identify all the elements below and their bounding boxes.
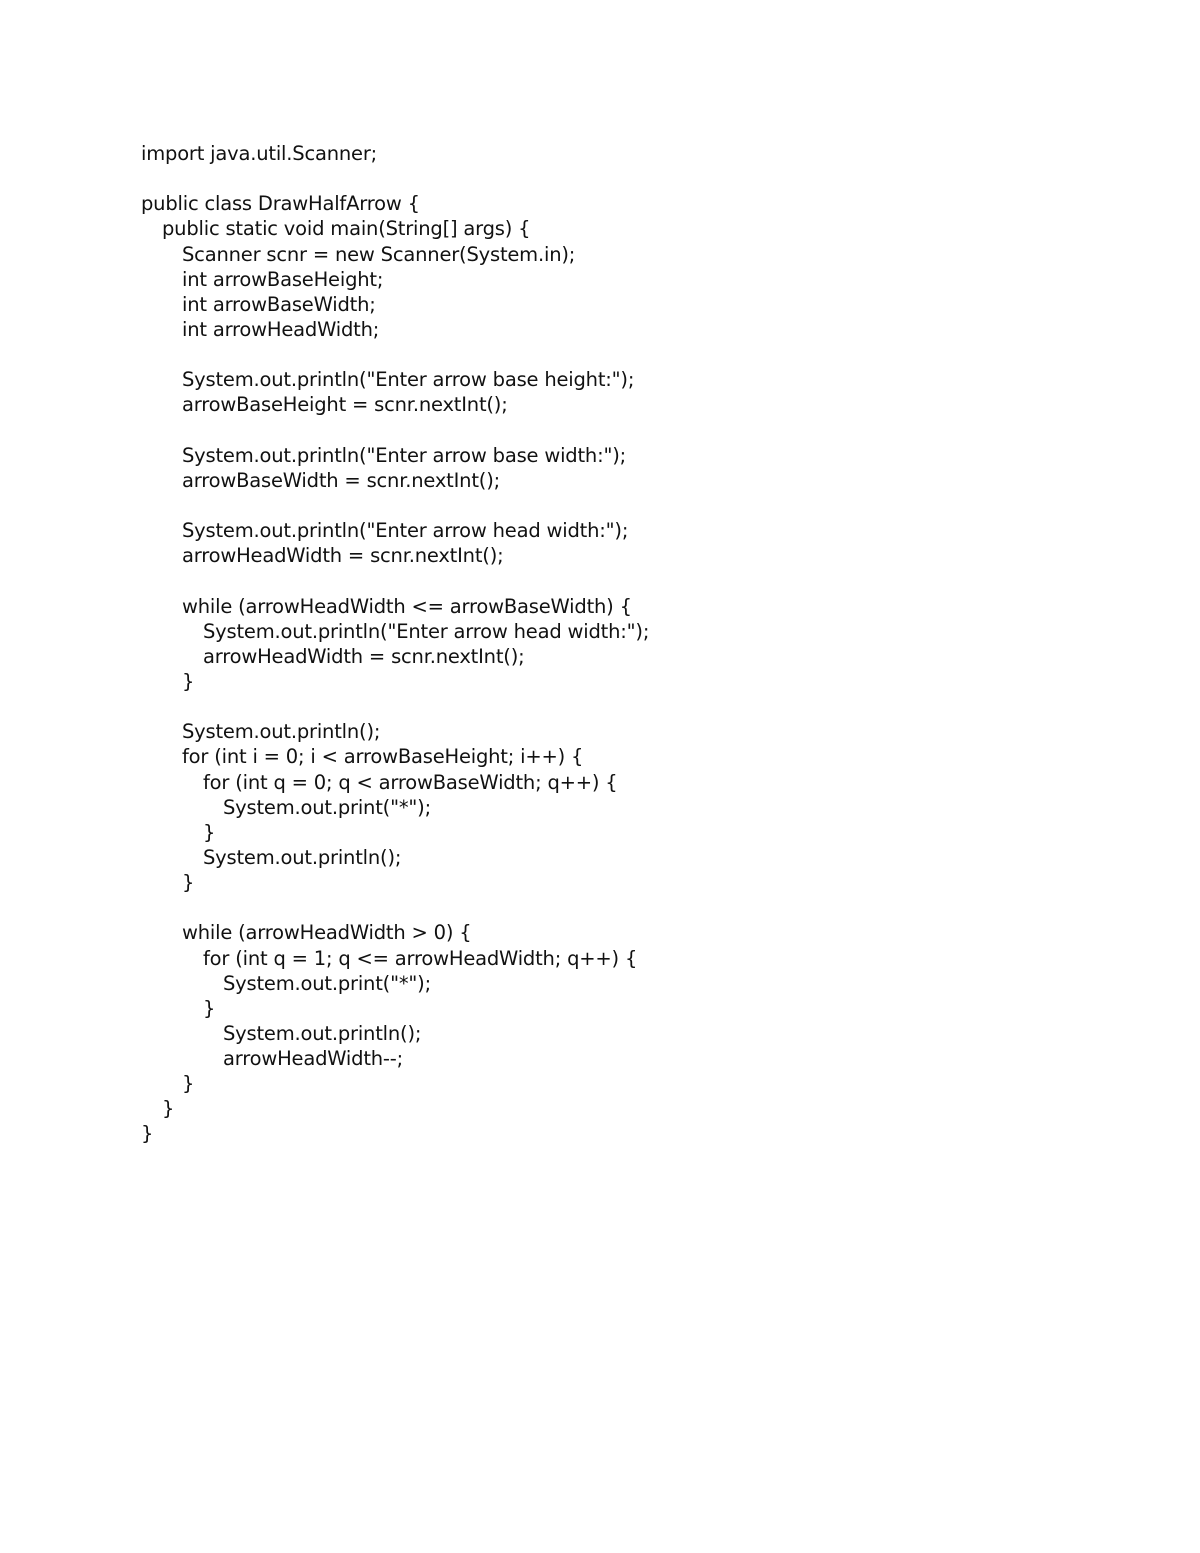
code-line: int arrowBaseHeight; [182,267,384,291]
code-line: for (int q = 0; q < arrowBaseWidth; q++) { [203,770,618,794]
code-line: System.out.println(); [182,720,381,744]
code-line: System.out.println("Enter arrow base width:"); [182,443,626,467]
code-line: for (int i = 0; i < arrowBaseHeight; i++) { [182,745,584,769]
code-line: arrowBaseHeight = scnr.nextInt(); [182,393,508,417]
code-line: while (arrowHeadWidth > 0) { [182,921,472,945]
code-line-blank [141,342,1041,367]
code-line: } [182,1072,195,1096]
code-line: } [162,1097,175,1121]
code-line: System.out.println(); [223,1021,422,1045]
code-line: arrowHeadWidth--; [223,1047,403,1071]
code-line: int arrowHeadWidth; [182,317,380,341]
code-line: for (int q = 1; q <= arrowHeadWidth; q++) { [203,946,638,970]
code-line: System.out.println("Enter arrow head width:"); [203,619,650,643]
code-line: while (arrowHeadWidth <= arrowBaseWidth) { [182,594,632,618]
code-line: } [203,996,216,1020]
code-line: } [203,820,216,844]
code-listing [141,141,1041,1147]
code-line: } [182,871,195,895]
code-line-blank [141,895,1041,920]
code-line: System.out.println("Enter arrow base height:"); [182,368,635,392]
code-line: } [141,1122,154,1146]
code-line-blank [141,166,1041,191]
code-line-blank [141,694,1041,719]
code-line: } [182,669,195,693]
code-line: public class DrawHalfArrow { [141,192,420,216]
code-line: public static void main(String[] args) { [162,217,531,241]
code-line: System.out.print("*"); [223,795,431,819]
code-line: import java.util.Scanner; [141,142,378,165]
code-line: Scanner scnr = new Scanner(System.in); [182,242,576,266]
code-line: System.out.println("Enter arrow head width:"); [182,519,629,543]
code-line: arrowHeadWidth = scnr.nextInt(); [182,544,504,568]
code-line-blank [141,568,1041,593]
code-line-blank [141,493,1041,518]
code-line: arrowBaseWidth = scnr.nextInt(); [182,468,500,492]
code-line: arrowHeadWidth = scnr.nextInt(); [203,644,525,668]
code-line: int arrowBaseWidth; [182,292,376,316]
code-line: System.out.print("*"); [223,971,431,995]
code-line: System.out.println(); [203,845,402,869]
code-line-blank [141,418,1041,443]
